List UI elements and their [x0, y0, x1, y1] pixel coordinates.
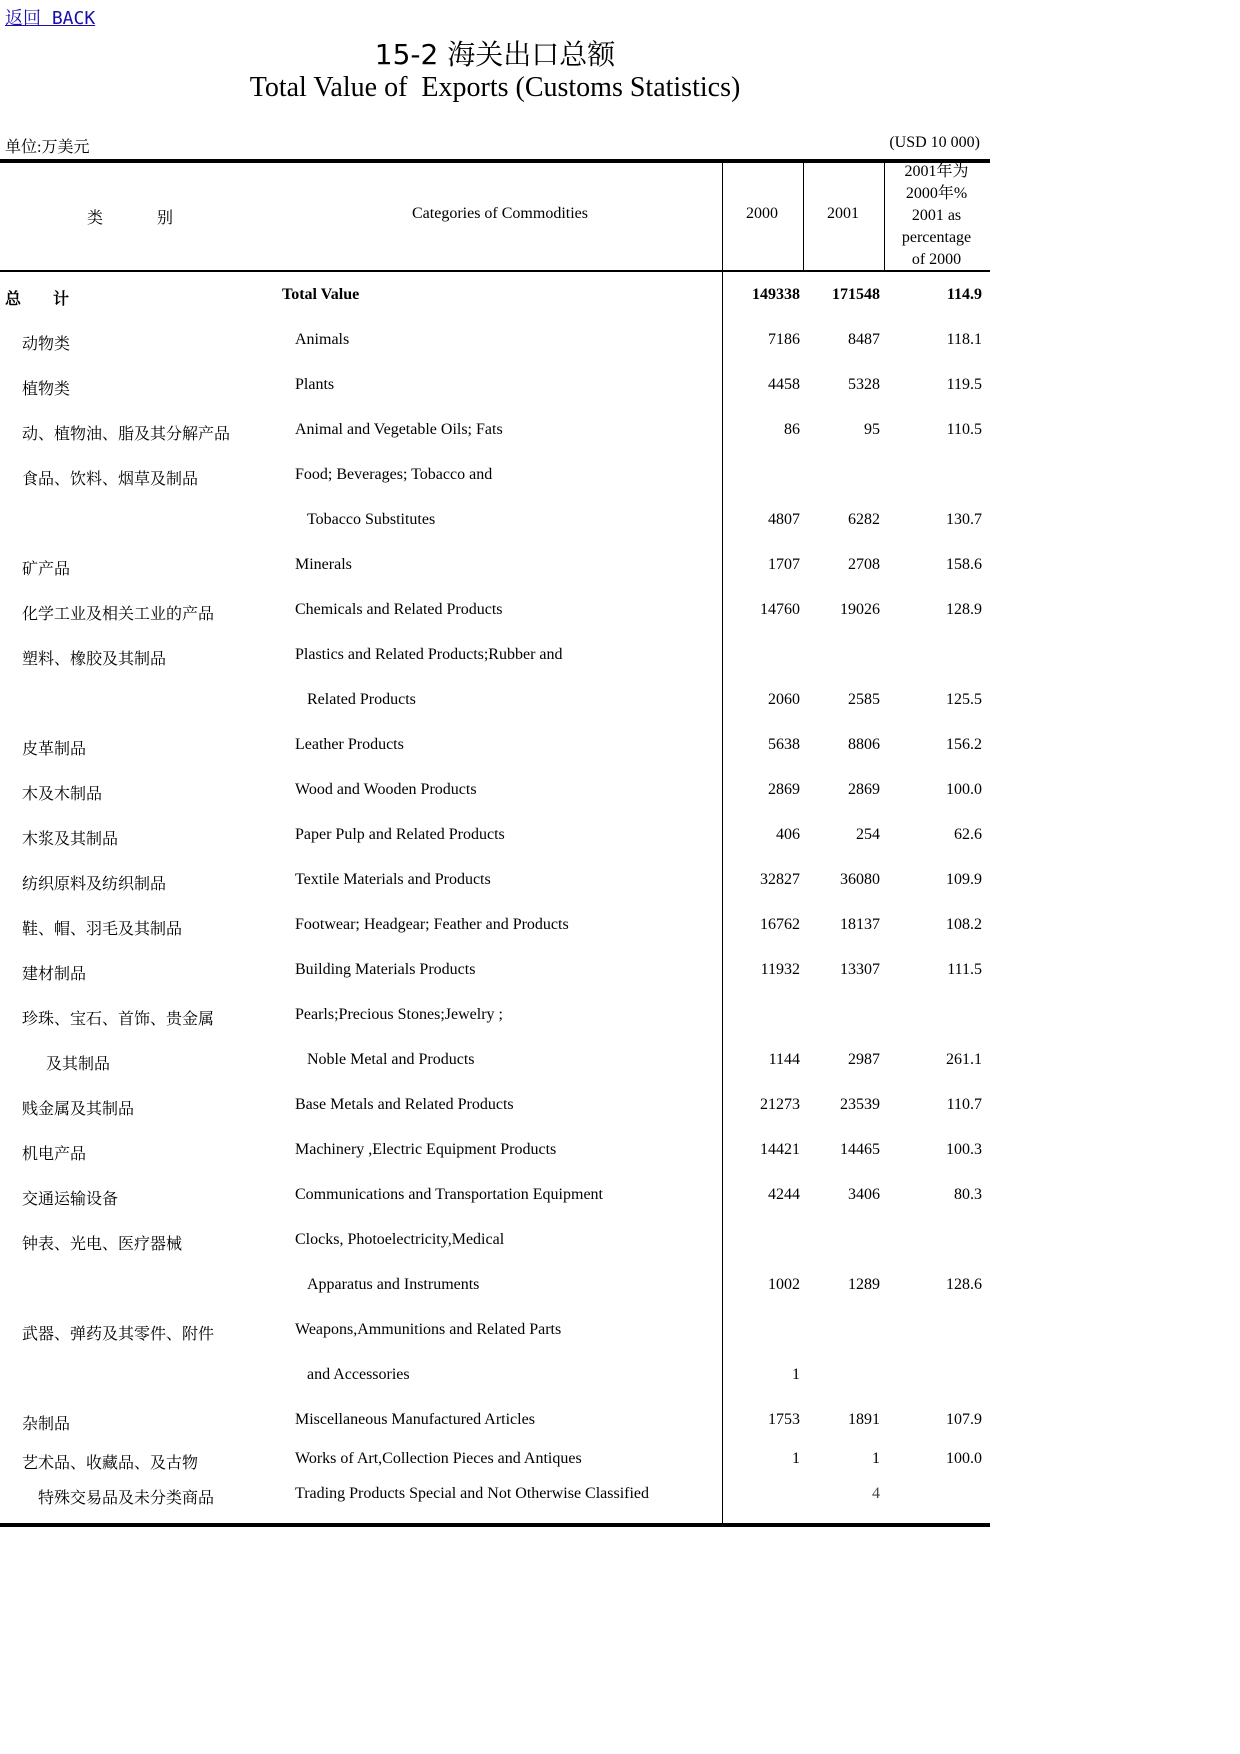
category-en: Communications and Transportation Equipment [295, 1186, 603, 1203]
header-percentage: 2001年为 2000年% 2001 as percentage of 2000 [901, 163, 972, 268]
value-2001: 2987 [848, 1051, 880, 1068]
value-2001: 23539 [840, 1096, 880, 1113]
value-percentage: 100.0 [946, 1450, 982, 1467]
category-cn: 食品、饮料、烟草及制品 [22, 471, 199, 488]
page-title-cn: 15-2 海关出口总额 [374, 38, 616, 71]
value-2001: 8806 [848, 736, 880, 753]
unit-label-en: (USD 10 000) [889, 134, 980, 151]
value-percentage: 114.9 [946, 286, 982, 303]
category-cn: 建材制品 [22, 966, 87, 983]
value-2000: 2060 [768, 691, 800, 708]
category-cn: 矿产品 [22, 561, 71, 578]
value-2001: 5328 [848, 376, 880, 393]
value-percentage: 110.5 [946, 421, 982, 438]
category-en: Pearls;Precious Stones;Jewelry ; [295, 1006, 503, 1023]
value-2001: 1 [872, 1450, 880, 1467]
value-2001: 8487 [848, 331, 880, 348]
category-en: Machinery ,Electric Equipment Products [295, 1141, 557, 1158]
value-2001: 1891 [848, 1411, 880, 1428]
category-en: Apparatus and Instruments [307, 1276, 480, 1293]
table-header-rule [0, 270, 990, 272]
value-2001: 1289 [848, 1276, 880, 1293]
value-2000: 16762 [760, 916, 800, 933]
value-percentage: 108.2 [946, 916, 982, 933]
value-2000: 21273 [760, 1096, 800, 1113]
category-en: Noble Metal and Products [307, 1051, 475, 1068]
category-en: Food; Beverages; Tobacco and [295, 466, 493, 483]
category-cn: 机电产品 [22, 1146, 87, 1163]
header-category-en: Categories of Commodities [412, 205, 588, 222]
category-en: Related Products [307, 691, 416, 708]
value-percentage: 158.6 [946, 556, 982, 573]
category-en: Miscellaneous Manufactured Articles [295, 1411, 535, 1428]
value-2000: 4458 [768, 376, 800, 393]
value-2001: 95 [864, 421, 880, 438]
page-title-en: Total Value of Exports (Customs Statistics) [249, 72, 741, 103]
value-2000: 32827 [760, 871, 800, 888]
category-cn: 塑料、橡胶及其制品 [22, 651, 167, 668]
value-2001: 6282 [848, 511, 880, 528]
value-2000: 149338 [752, 286, 800, 303]
category-cn: 皮革制品 [22, 741, 87, 758]
category-cn: 植物类 [22, 381, 71, 398]
category-cn: 总 计 [5, 291, 70, 308]
unit-label-cn: 单位:万美元 [5, 139, 90, 156]
category-en: Works of Art,Collection Pieces and Antiques [295, 1450, 582, 1467]
value-2000: 1 [792, 1366, 800, 1383]
value-percentage: 100.0 [946, 781, 982, 798]
category-en: and Accessories [307, 1366, 410, 1383]
category-en: Tobacco Substitutes [307, 511, 436, 528]
value-percentage: 100.3 [946, 1141, 982, 1158]
value-2001: 14465 [840, 1141, 880, 1158]
category-cn: 木及木制品 [22, 786, 103, 803]
value-percentage: 118.1 [946, 331, 982, 348]
category-en: Trading Products Special and Not Otherwise Classified [295, 1485, 650, 1502]
value-percentage: 110.7 [946, 1096, 982, 1113]
value-2000: 406 [776, 826, 800, 843]
category-en: Plastics and Related Products;Rubber and [295, 646, 563, 663]
category-cn: 特殊交易品及未分类商品 [38, 1490, 215, 1507]
back-link[interactable]: 返回 BACK [5, 8, 96, 29]
value-2001: 171548 [832, 286, 880, 303]
category-en: Animals [295, 331, 350, 348]
value-2000: 7186 [768, 331, 800, 348]
category-en: Weapons,Ammunitions and Related Parts [295, 1321, 562, 1338]
value-2000: 86 [784, 421, 800, 438]
category-cn: 动物类 [22, 336, 71, 353]
category-cn: 贱金属及其制品 [22, 1101, 135, 1118]
category-cn: 化学工业及相关工业的产品 [22, 606, 215, 623]
value-2001: 3406 [848, 1186, 880, 1203]
value-2000: 5638 [768, 736, 800, 753]
category-cn: 交通运输设备 [22, 1191, 119, 1208]
value-percentage: 128.9 [946, 601, 982, 618]
value-2001: 36080 [840, 871, 880, 888]
category-en: Textile Materials and Products [295, 871, 491, 888]
value-2001: 13307 [840, 961, 880, 978]
category-en: Wood and Wooden Products [295, 781, 477, 798]
value-percentage: 128.6 [946, 1276, 982, 1293]
category-en: Plants [295, 376, 335, 393]
header-year-2000: 2000 [746, 205, 778, 222]
category-en: Chemicals and Related Products [295, 601, 503, 618]
category-en: Leather Products [295, 736, 404, 753]
category-cn: 艺术品、收藏品、及古物 [22, 1455, 199, 1472]
category-en: Paper Pulp and Related Products [295, 826, 505, 843]
value-percentage: 107.9 [946, 1411, 982, 1428]
value-2001: 4 [872, 1485, 880, 1502]
value-percentage: 109.9 [946, 871, 982, 888]
category-en: Footwear; Headgear; Feather and Products [295, 916, 569, 933]
value-percentage: 261.1 [946, 1051, 982, 1068]
category-en: Base Metals and Related Products [295, 1096, 514, 1113]
category-cn: 杂制品 [22, 1416, 71, 1433]
header-category-cn: 类 别 [86, 210, 173, 227]
value-2001: 19026 [840, 601, 880, 618]
value-2001: 254 [856, 826, 880, 843]
value-percentage: 156.2 [946, 736, 982, 753]
table-top-rule [0, 159, 990, 163]
category-en: Minerals [295, 556, 352, 573]
category-en: Building Materials Products [295, 961, 476, 978]
header-year-2001: 2001 [827, 205, 859, 222]
category-en: Animal and Vegetable Oils; Fats [295, 421, 503, 438]
category-cn: 钟表、光电、医疗器械 [22, 1236, 183, 1253]
value-percentage: 62.6 [954, 826, 982, 843]
value-2000: 4244 [768, 1186, 800, 1203]
value-2000: 1002 [768, 1276, 800, 1293]
value-2000: 1753 [768, 1411, 800, 1428]
category-cn: 木浆及其制品 [22, 831, 119, 848]
value-2000: 1144 [768, 1051, 800, 1068]
category-cn: 及其制品 [46, 1056, 111, 1073]
value-percentage: 130.7 [946, 511, 982, 528]
value-2001: 2585 [848, 691, 880, 708]
value-2001: 18137 [840, 916, 880, 933]
category-en: Total Value [282, 286, 360, 303]
category-cn: 动、植物油、脂及其分解产品 [22, 426, 231, 443]
category-cn: 鞋、帽、羽毛及其制品 [22, 921, 183, 938]
value-2000: 14421 [760, 1141, 800, 1158]
value-percentage: 111.5 [947, 961, 982, 978]
category-en: Clocks, Photoelectricity,Medical [295, 1231, 505, 1248]
category-cn: 珍珠、宝石、首饰、贵金属 [22, 1011, 215, 1028]
value-2000: 4807 [768, 511, 800, 528]
value-2000: 1707 [768, 556, 800, 573]
value-2000: 2869 [768, 781, 800, 798]
value-percentage: 119.5 [946, 376, 982, 393]
value-2000: 11932 [760, 961, 800, 978]
value-2000: 14760 [760, 601, 800, 618]
category-cn: 纺织原料及纺织制品 [22, 876, 167, 893]
value-2000: 1 [792, 1450, 800, 1467]
value-percentage: 125.5 [946, 691, 982, 708]
value-2001: 2869 [848, 781, 880, 798]
table-bottom-rule [0, 1523, 990, 1527]
category-cn: 武器、弹药及其零件、附件 [22, 1326, 215, 1343]
value-percentage: 80.3 [954, 1186, 982, 1203]
value-2001: 2708 [848, 556, 880, 573]
